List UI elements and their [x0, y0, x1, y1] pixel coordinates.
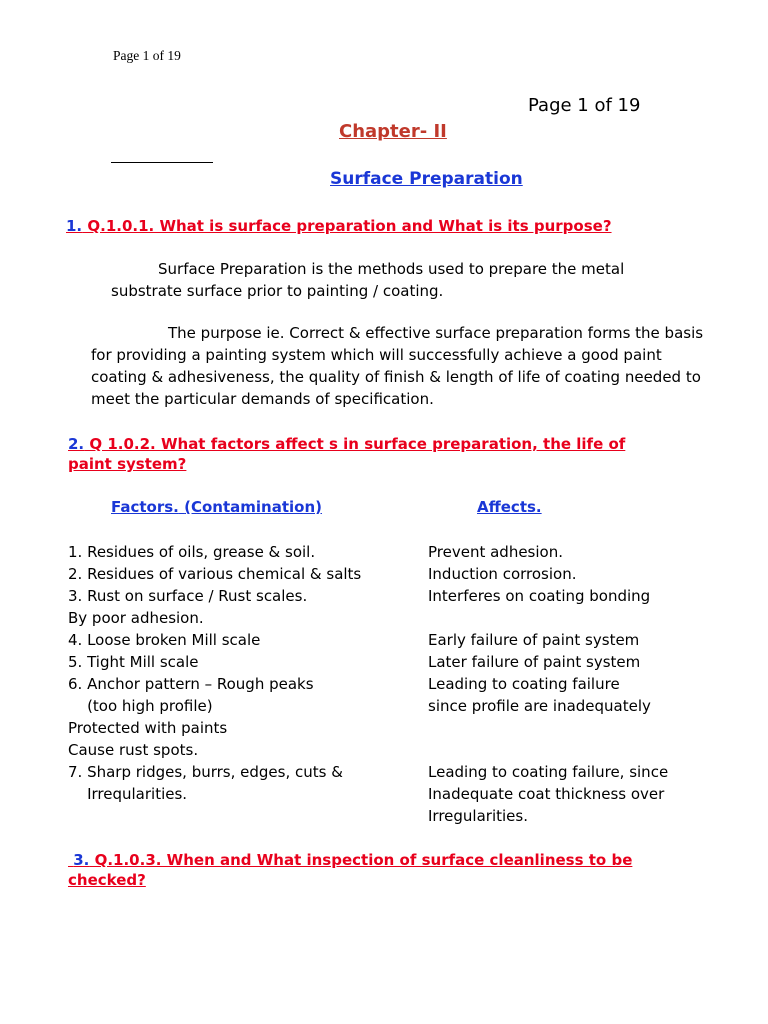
affect-line [428, 739, 668, 761]
question-3 [68, 850, 632, 890]
small-page-header: Page 1 of 19 [113, 48, 181, 63]
factor-line: 7. Sharp ridges, burrs, edges, cuts & [68, 763, 343, 781]
factor-line: 6. Anchor pattern – Rough peaks [68, 675, 314, 693]
factor-line: (too high profile) [68, 697, 213, 715]
affect-line: Early failure of paint system [428, 631, 640, 649]
para2-line3: coating & adhesiveness, the quality of finish & length of life of coating needed to [91, 368, 701, 386]
page-header: Page 1 of 19 [528, 95, 641, 116]
para1-line1: Surface Preparation is the methods used to prepare the metal [158, 260, 625, 278]
affect-line: Leading to coating failure [428, 675, 620, 693]
horizontal-rule [111, 162, 213, 163]
factors-label: Factors. [111, 498, 179, 516]
affect-line: Later failure of paint system [428, 653, 641, 671]
para2-line2: for providing a painting system which will successfully achieve a good paint [91, 346, 662, 364]
affect-line [428, 607, 668, 629]
factor-line: 2. Residues of various chemical & salts [68, 565, 362, 583]
question-2-line1: Q 1.0.2. What factors affect s in surface preparation, the life of [84, 435, 626, 453]
factor-line: 3. Rust on surface / Rust scales. [68, 587, 308, 605]
question-1-number: 1. [66, 217, 83, 235]
question-1-text: Q.1.0.1. What is surface preparation and What is its purpose? [82, 217, 612, 235]
question-3-number: 3. [73, 851, 90, 869]
factors-header [111, 498, 322, 516]
section-title: Surface Preparation [330, 169, 523, 189]
chapter-title: Chapter- II [339, 121, 447, 142]
factor-line: 4. Loose broken Mill scale [68, 631, 261, 649]
factor-line: Irreqularities. [68, 785, 188, 803]
factor-line: Protected with paints [68, 719, 228, 737]
affect-line: Induction corrosion. [428, 565, 577, 583]
question-3-line1: Q.1.0.3. When and What inspection of surface cleanliness to be [89, 851, 633, 869]
affect-line [428, 717, 668, 739]
affect-line: Inadequate coat thickness over [428, 785, 665, 803]
affect-line: Prevent adhesion. [428, 543, 563, 561]
question-2 [68, 434, 625, 474]
question-2-line2: paint system? [68, 455, 187, 473]
affect-line: Irregularities. [428, 807, 528, 825]
affects-list [428, 541, 668, 827]
question-2-number: 2. [68, 435, 85, 453]
factor-line: 1. Residues of oils, grease & soil. [68, 543, 316, 561]
para2-line1: The purpose ie. Correct & effective surface preparation forms the basis [168, 324, 704, 342]
factor-line: By poor adhesion. [68, 609, 204, 627]
factors-list [68, 541, 361, 805]
affect-line: since profile are inadequately [428, 697, 651, 715]
affect-line: Interferes on coating bonding [428, 587, 651, 605]
contamination-label: (Contamination) [184, 498, 322, 516]
question-3-line2: checked? [68, 871, 146, 889]
para2-line4: meet the particular demands of specification. [91, 390, 434, 408]
affect-line: Leading to coating failure, since [428, 763, 669, 781]
factor-line: 5. Tight Mill scale [68, 653, 199, 671]
factor-line: Cause rust spots. [68, 741, 199, 759]
para1-line2: substrate surface prior to painting / coating. [111, 282, 444, 300]
question-1 [66, 216, 612, 236]
affects-header: Affects. [477, 498, 542, 516]
